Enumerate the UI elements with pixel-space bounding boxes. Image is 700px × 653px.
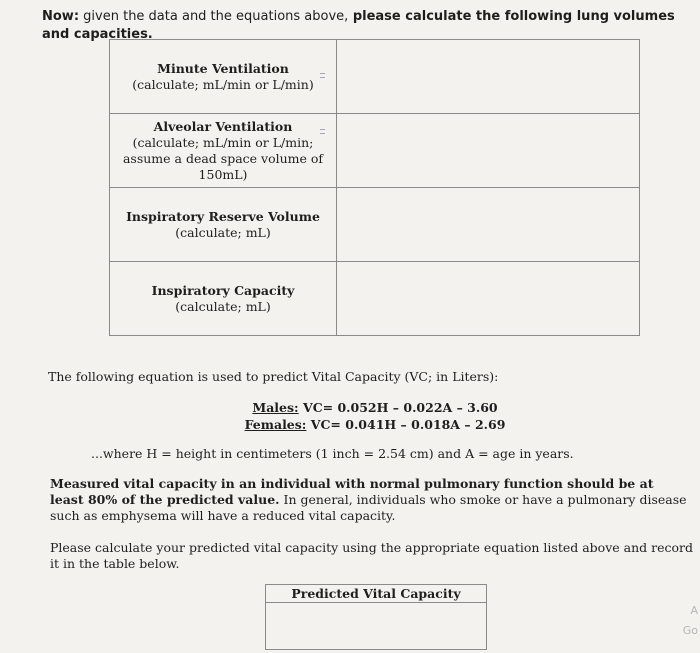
table-row — [110, 114, 640, 188]
row-detail-2: assume a dead space volume of — [122, 150, 324, 166]
row-detail: (calculate; mL/min or L/min) — [132, 76, 314, 92]
edge-fragment-1: A — [690, 604, 698, 617]
answer-cell-alveolar-ventilation[interactable] — [337, 114, 640, 188]
answer-cell-inspiratory-capacity[interactable] — [337, 262, 640, 336]
intro-bold-tail: please calculate the following lung volumes and capacities. — [42, 9, 675, 42]
males-formula: VC= 0.052H – 0.022A – 3.60 — [298, 400, 498, 415]
row-detail: (calculate; mL) — [175, 298, 271, 314]
equations-block — [180, 399, 570, 433]
row-title: Minute Ventilation — [157, 60, 289, 76]
row-title: Inspiratory Capacity — [151, 282, 295, 298]
edge-fragment-2: Go — [682, 624, 698, 637]
row-title: Alveolar Ventilation — [153, 118, 293, 134]
females-label: Females: — [244, 417, 307, 432]
measured-paragraph — [50, 476, 690, 524]
measured-rest: In general, individuals who smoke or have a pulmonary disease such as emphysema will have a reduced vital capacity. — [50, 492, 687, 523]
row-detail: (calculate; mL) — [175, 224, 271, 240]
table-row — [110, 40, 640, 114]
pvc-header: Predicted Vital Capacity — [266, 585, 486, 603]
field-marker-icon — [320, 129, 325, 134]
females-formula: VC= 0.041H – 0.018A – 2.69 — [306, 417, 506, 432]
males-label: Males: — [252, 400, 299, 415]
where-note: ...where H = height in centimeters (1 inch = 2.54 cm) and A = age in years. — [91, 446, 574, 461]
row-detail-3: 150mL) — [198, 166, 248, 182]
instruction-paragraph: Please calculate your predicted vital capacity using the appropriate equation listed above and record it in the table below. — [50, 540, 693, 571]
row-label — [110, 188, 337, 262]
predicted-vital-capacity-table — [265, 584, 487, 650]
measured-bold: Measured vital capacity in an individual with normal pulmonary function should be at least 80% of the predicted value. — [50, 476, 654, 507]
pvc-answer-cell[interactable] — [266, 603, 486, 649]
row-label — [110, 40, 337, 114]
equation-intro: The following equation is used to predict Vital Capacity (VC; in Liters): — [48, 369, 499, 384]
answer-cell-inspiratory-reserve-volume[interactable] — [337, 188, 640, 262]
lung-volumes-table — [109, 39, 640, 336]
table-row — [110, 262, 640, 336]
field-marker-icon — [320, 73, 325, 78]
males-equation — [180, 399, 570, 416]
intro-text: given the data and the equations above, — [79, 9, 349, 24]
intro-lead: Now: — [42, 9, 80, 24]
females-equation — [180, 416, 570, 433]
row-label — [110, 114, 337, 188]
row-label — [110, 262, 337, 336]
row-title: Inspiratory Reserve Volume — [126, 208, 320, 224]
row-detail: (calculate; mL/min or L/min; — [132, 134, 314, 150]
table-row — [110, 188, 640, 262]
answer-cell-minute-ventilation[interactable] — [337, 40, 640, 114]
